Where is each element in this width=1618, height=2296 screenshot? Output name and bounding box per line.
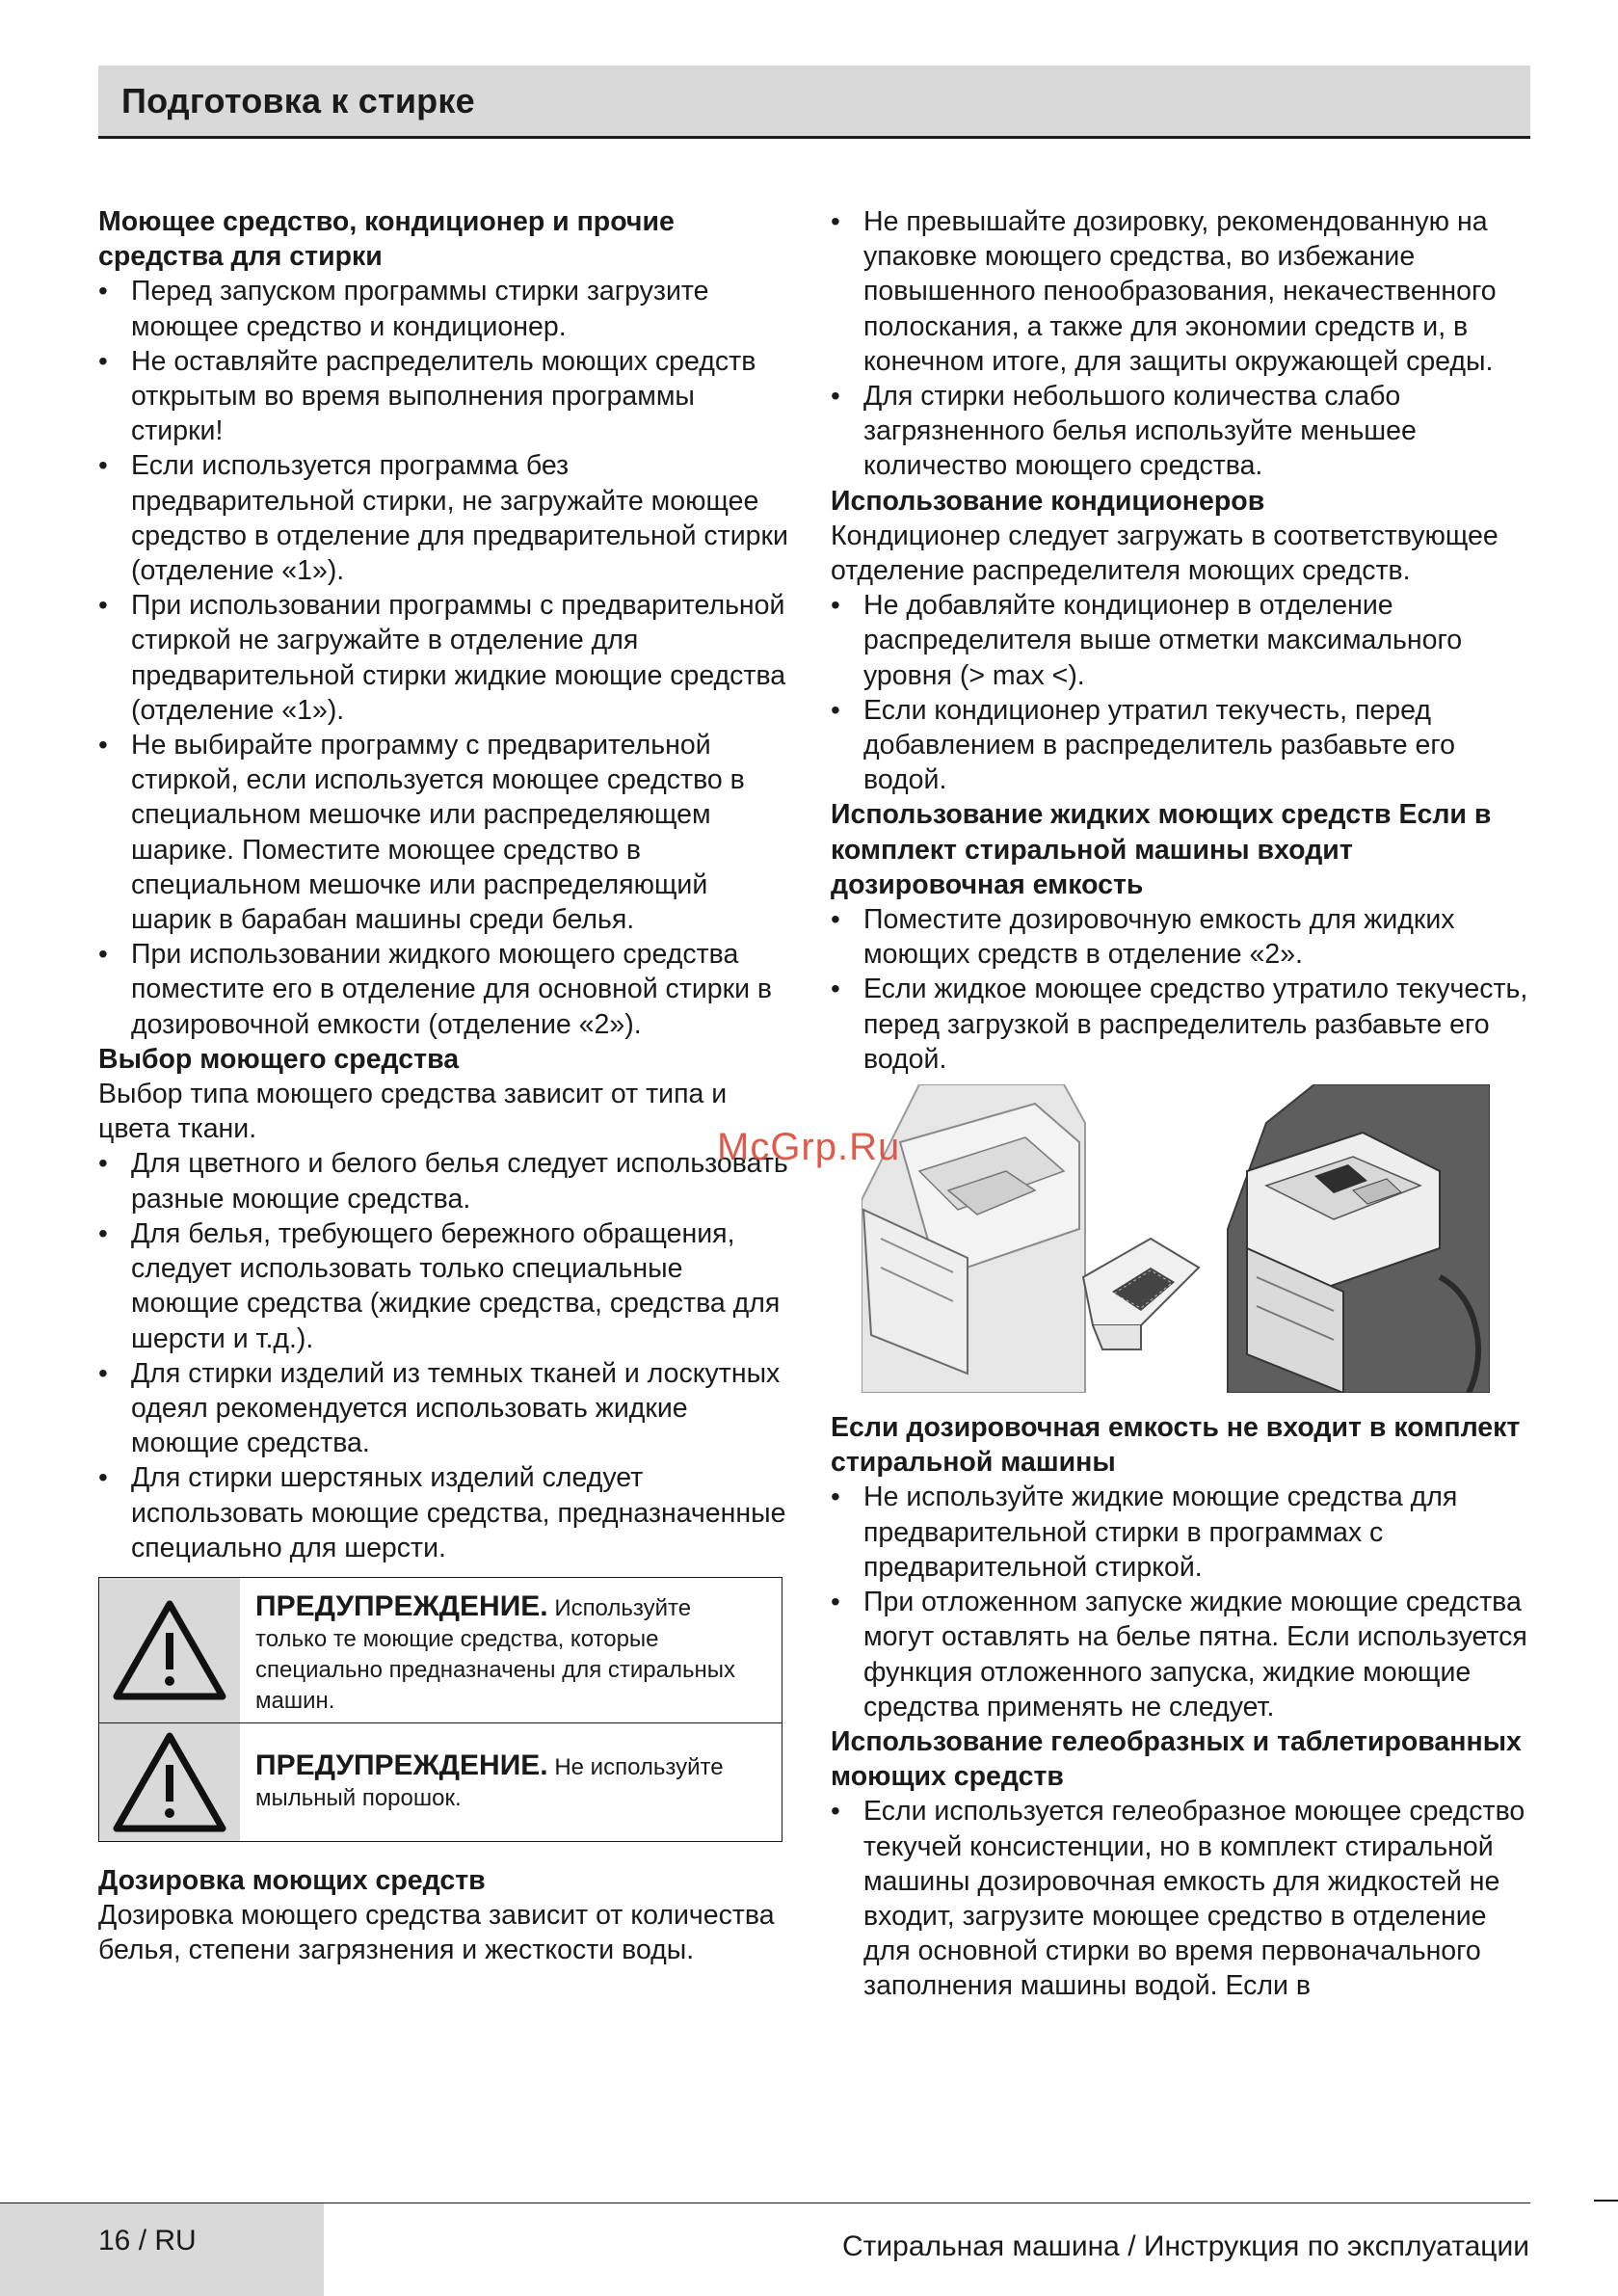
- footer-page-number: 16 / RU: [98, 2225, 197, 2256]
- list-item: • Для цветного и белого белья следует использовать разные моющие средства.: [98, 1146, 792, 1215]
- detergent-drawer-illustration: [862, 1084, 1490, 1393]
- right-column: [831, 204, 1530, 2004]
- section-header: [98, 66, 1530, 139]
- watermark: McGrp.Ru: [717, 1126, 901, 1168]
- list-item: • Перед запуском программы стирки загрузите моющее средство и кондиционер.: [98, 274, 792, 343]
- warning-triangle-icon: [111, 1598, 228, 1702]
- drawer-figure-svg: [862, 1084, 1490, 1393]
- softener-bullets: [831, 588, 1530, 797]
- heading-dosage: Дозировка моющих средств: [98, 1864, 486, 1896]
- choose-detergent-intro: Выбор типа моющего средства зависит от типа и цвета ткани.: [98, 1079, 728, 1145]
- warning-row: [99, 1578, 782, 1723]
- footer-manual-title: Стиральная машина / Инструкция по эксплуатации: [841, 2230, 1529, 2262]
- list-item: • При отложенном запуске жидкие моющие средства могут оставлять на белье пятна. Если используется функция отложенного запуска, жидкие моющие средства применять не следует.: [831, 1585, 1530, 1724]
- warning-row: [99, 1723, 782, 1841]
- list-item: • Не используйте жидкие моющие средства для предварительной стирки в программах с предварительной стиркой.: [831, 1480, 1530, 1585]
- list-item: • Для белья, требующего бережного обращения, следует использовать только специальные моющие средства (жидкие средства, средства для шерсти и т.д.).: [98, 1216, 792, 1356]
- list-item: • Для стирки изделий из темных тканей и лоскутных одеял рекомендуется использовать жидкие моющие средства.: [98, 1356, 792, 1461]
- gel-tablet-bullets: [831, 1794, 1530, 2003]
- heading-gel-tablets: Использование гелеобразных и таблетированных моющих средств: [831, 1725, 1522, 1793]
- list-item: • Не выбирайте программу с предварительной стиркой, если используется моющее средство в специальном мешочке или распределяющем шарике. Поместите моющее средство в специальном мешочке или распределяющий шарик в барабан машины среди белья.: [98, 728, 792, 937]
- no-dosing-cup-bullets: [831, 1480, 1530, 1723]
- warning-icon-cell: [99, 1578, 240, 1722]
- warning-title: ПРЕДУПРЕЖДЕНИЕ.: [255, 1749, 548, 1781]
- warning-body: Используйте только те моющие средства, которые специально предназначены для стиральных машин.: [255, 1594, 735, 1714]
- page-title: Подготовка к стирке: [121, 81, 475, 120]
- liquid-detergent-bullets: [831, 902, 1530, 1077]
- warning-text: [240, 1723, 782, 1841]
- list-item: • Для стирки шерстяных изделий следует использовать моющие средства, предназначенные специально для шерсти.: [98, 1460, 792, 1565]
- list-item: • При использовании программы с предварительной стиркой не загружайте в отделение для предварительной стирки жидкие моющие средства (отделение «1»).: [98, 588, 792, 728]
- list-item: • Для стирки небольшого количества слабо загрязненного белья используйте меньшее количество моющего средства.: [831, 379, 1530, 484]
- warning-triangle-icon: [111, 1730, 228, 1834]
- heading-liquid-detergent: Использование жидких моющих средств Если в комплект стиральной машины входит дозировочная емкость: [831, 799, 1492, 900]
- list-item: • Не добавляйте кондиционер в отделение распределителя выше отметки максимального уровня (> max <).: [831, 588, 1530, 693]
- footer-tick: [1594, 2200, 1618, 2202]
- list-item: • Поместите дозировочную емкость для жидких моющих средств в отделение «2».: [831, 902, 1530, 972]
- dosage-text: Дозировка моющего средства зависит от количества белья, степени загрязнения и жесткости воды.: [98, 1900, 775, 1966]
- list-item: • При использовании жидкого моющего средства поместите его в отделение для основной стирки в дозировочной емкости (отделение «2»).: [98, 937, 792, 1042]
- heading-softener: Использование кондиционеров: [831, 485, 1265, 517]
- heading-detergents: Моющее средство, кондиционер и прочие средства для стирки: [98, 206, 675, 273]
- list-item: • Если жидкое моющее средство утратило текучесть, перед загрузкой в распределитель разбавьте его водой.: [831, 972, 1530, 1077]
- list-item: • Если используется программа без предварительной стирки, не загружайте моющее средство в отделение для предварительной стирки (отделение «1»).: [98, 448, 792, 588]
- choose-detergent-bullets: [98, 1146, 792, 1564]
- warning-title: ПРЕДУПРЕЖДЕНИЕ.: [255, 1589, 548, 1622]
- heading-no-dosing-cup: Если дозировочная емкость не входит в комплект стиральной машины: [831, 1412, 1521, 1479]
- warning-body: Не используйте мыльный порошок.: [255, 1753, 724, 1811]
- left-column: [98, 204, 792, 1968]
- warning-icon-cell: [99, 1723, 240, 1841]
- warning-text: [240, 1578, 782, 1722]
- detergent-bullets: [98, 274, 792, 1041]
- dosage-bullets: [831, 204, 1530, 484]
- list-item: • Не превышайте дозировку, рекомендованную на упаковке моющего средства, во избежание повышенного пенообразования, некачественного полоскания, а также для экономии средств и, в конечном итоге, для защиты окружающей среды.: [831, 204, 1530, 379]
- softener-text: Кондиционер следует загружать в соответствующее отделение распределителя моющих средств.: [831, 520, 1499, 587]
- list-item: • Если кондиционер утратил текучесть, перед добавлением в распределитель разбавьте его водой.: [831, 693, 1530, 798]
- heading-choose-detergent: Выбор моющего средства: [98, 1043, 460, 1075]
- list-item: • Если используется гелеобразное моющее средство текучей консистенции, но в комплект стиральной машины дозировочная емкость для жидкостей не входит, загрузите моющее средство в отделение для основной стирки во время первоначального заполнения машины водой. Если в: [831, 1794, 1530, 2003]
- warning-box: [98, 1577, 782, 1842]
- list-item: • Не оставляйте распределитель моющих средств открытым во время выполнения программы стирки!: [98, 344, 792, 449]
